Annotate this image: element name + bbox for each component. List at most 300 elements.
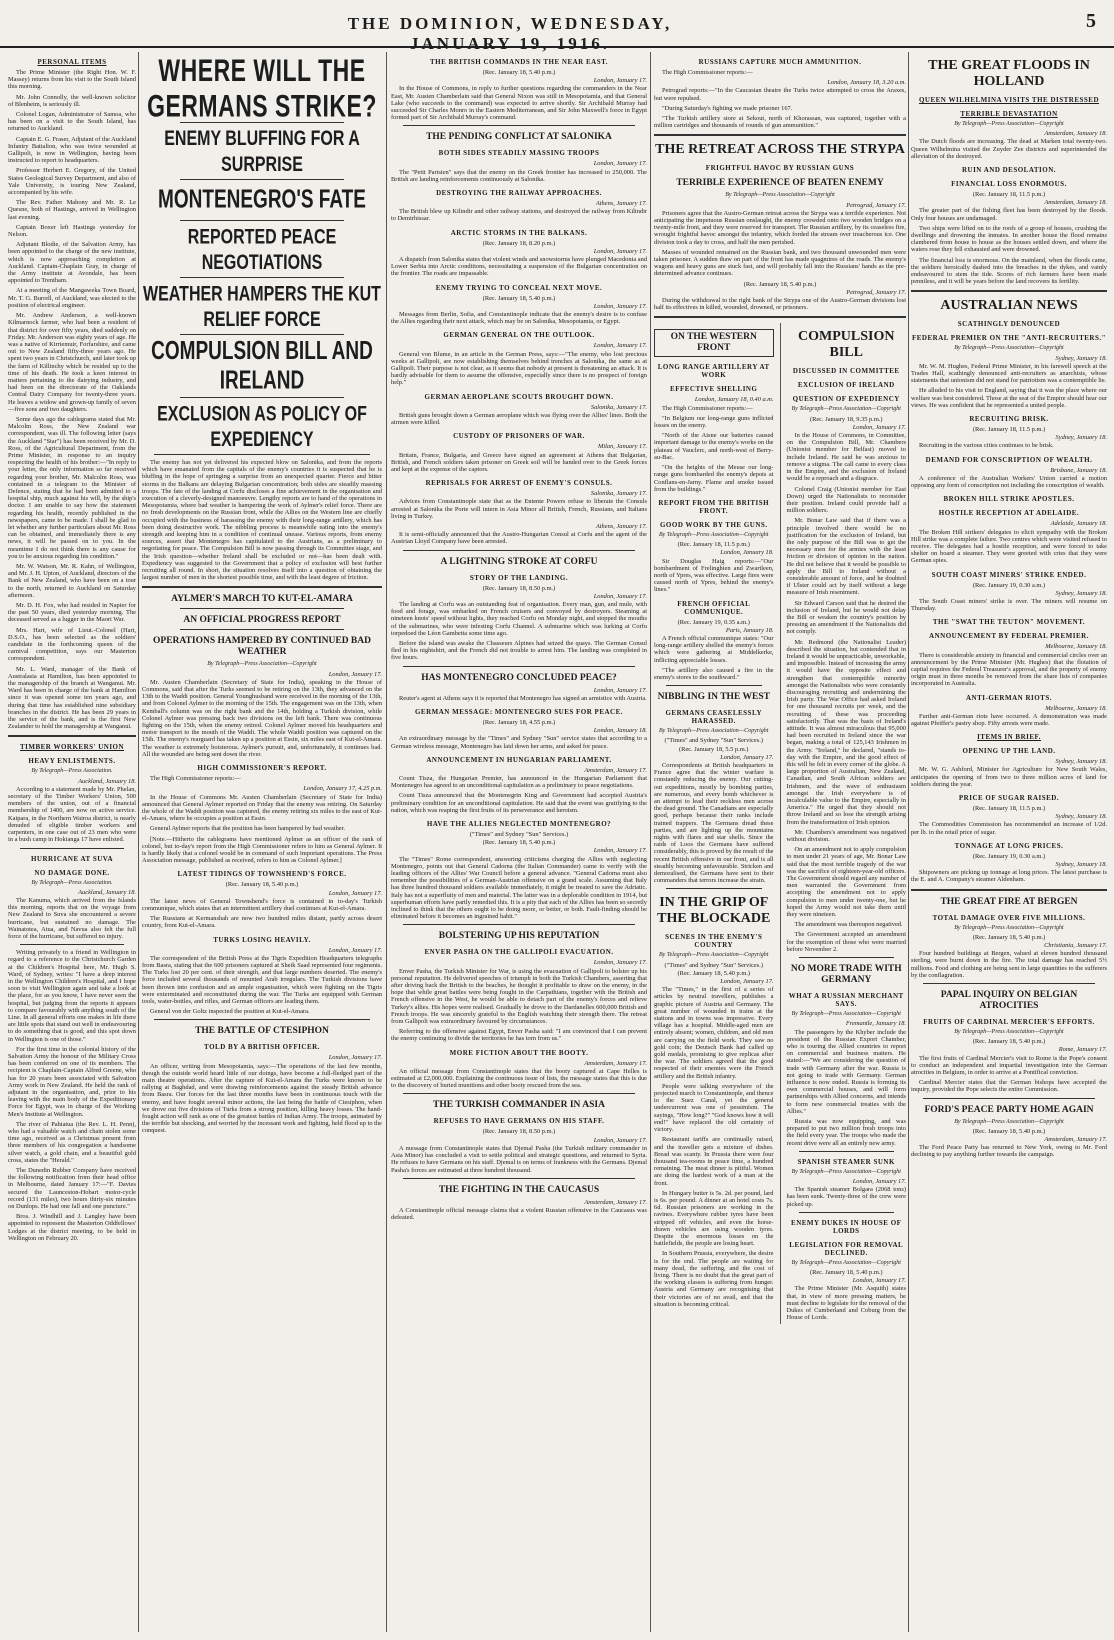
article-headline: ON THE WESTERN FRONT — [654, 329, 774, 357]
article-paragraph: "During Saturday's fighting we made prisoner 167. — [662, 104, 793, 112]
article-headline: DEMAND FOR CONSCRIPTION OF WEALTH. — [925, 455, 1093, 464]
article-headline: NIBBLING IN THE WEST — [657, 692, 770, 703]
article-paragraph: The Spanish steamer Bolgara (2068 tons) has been sunk. Twenty-three of the crew were picked up. — [786, 1186, 906, 1208]
article-paragraph: A message from Constantinople states that Djemal Pasha (the Turkish military commander in Asia Minor) has concluded a visit to settle political and strategic questions, and returned to Syria. He refuses to have Germans on his staff. Djemal is on terms of frankness with the Germans. Djemal Pasha's forces are estimated at three hundred thousand. — [391, 1144, 647, 1174]
column-rule — [650, 52, 651, 1632]
article-paragraph: Writing privately to a friend in Wellington in regard to a reference to the Christchurch Garden at the Children's Hospital here, Mr. Hugh S. Ward, of Sydney, writes: "I have a deep interest in the Wellington Children's Hospital, and I hope soon to visit Wellington again and take a look at the place, for as you know, I have never seen the hospital, but judging from the reports it appears to compare favourably with anything south of the Line. In all general efforts one makes in life there are little spots that stand out well in endeavouring to do something that is good, and this spot down in Wellington is one of those." — [8, 949, 136, 1043]
credit-line: By Telegraph—Press Association. — [31, 879, 113, 886]
article-paragraph: General Aylmer reports that the position has been hampered by bad weather. — [150, 825, 345, 833]
dateline: London, January 17. — [852, 1277, 906, 1285]
article-headline: A LIGHTNING STROKE AT CORFU — [440, 556, 598, 567]
divider — [923, 1098, 1095, 1099]
article-paragraph: The Prime Minister (Mr. Asquith) states that, in view of more pressing matters, he must decline to legislate for the removal of the Dukes of Cumberland and Coburg from the House of Lords. — [786, 1285, 906, 1322]
article-paragraph: "North of the Aisne our batteries caused important damage to the enemy's works on the plateau of Vauclerc, and north-west of Berry-au-Bac. — [654, 432, 774, 461]
article-paragraph: Some days ago the cablegrams stated that Mr. Malcolm Ross, the New Zealand war correspondent, was ill. The following letter (says the Auckland "Star") has been received by Mr. D. Ross, of the Agricultural Department, from the Prime Minister, in response to an inquiry respecting the health of his brother:—"In reply to your letter, the only information so far received regarding your brother, Mr. Malcolm Ross, was contained in a telegram to the Minister of Defence, stating that he had been admitted to a hospital ship, much against his will, by the ship's doctor. I am unable to say how the statement regarding his health, recently published in the newspapers, came to be made. I shall be glad to let whether any further particulars about Mr. Ross can be obtained, and immediately there is any news, it will be passed on to you. In the meantime I do not think there is any cause for you to be anxious regarding his condition." — [8, 415, 136, 560]
page-number: 5 — [1086, 10, 1096, 32]
received-line: (Rec. January 18, 8.50 p.m.) — [482, 1128, 556, 1136]
dateline: Auckland, January 18. — [78, 777, 136, 785]
column-near-east — [391, 52, 647, 1632]
article-subheadline: SCATHINGLY DENOUNCED — [957, 320, 1061, 329]
dateline: Athens, January 17. — [595, 522, 647, 530]
dateline: London, January 17. — [328, 946, 382, 954]
divider — [8, 735, 136, 737]
article-headline: THE BRITISH COMMANDS IN THE NEAR EAST. — [429, 58, 609, 66]
article-subheadline: NO DAMAGE DONE. — [34, 868, 110, 877]
article-paragraph: A conference of the Australian Workers' Union carried a motion opposing any form of conscription not including the conscription of wealth. — [911, 474, 1107, 490]
article-paragraph: Mr. W. Watson, Mr. R. Kahn, of Wellington, and Mr. J. H. Upton, of Auckland, directors of the Bank of New Zealand, who have been on a tour to the north, returned to Auckland on Saturday afternoon. — [8, 563, 136, 599]
article-subheadline: TOLD BY A BRITISH OFFICER. — [204, 1043, 320, 1052]
article-paragraph: For the first time in the colonial history of the Salvation Army the honour of the Military Cross has been conferred on one of its members. The recipient is Chaplain-Captain Alfred Greene, who has for 20 years been associated with Salvation Army work in New Zealand. He held the rank of adjutant in the organisation, and, prior to his leaving with the main body of the Expeditionary Force for Egypt, was in charge of the Working Men's Institute at Wellington. — [8, 1045, 136, 1118]
article-headline: SOUTH COAST MINERS' STRIKE ENDED. — [931, 570, 1087, 579]
dateline: London, January 17. — [593, 342, 647, 350]
article-headline: HAVE THE ALLIES NEGLECTED MONTENEGRO? — [426, 820, 612, 828]
article-headline: GERMAN AEROPLANE SCOUTS BROUGHT DOWN. — [424, 392, 614, 401]
article-headline: HAS MONTENEGRO CONCLUDED PEACE? — [421, 672, 617, 683]
dateline: London, January 17. — [328, 670, 382, 678]
article-paragraph: Mr. John Connolly, the well-known solicitor of Blenheim, is seriously ill. — [8, 93, 136, 108]
article-subheadline: DISCUSSED IN COMMITTEE — [792, 367, 900, 376]
article-headline: DESTROYING THE RAILWAY APPROACHES. — [436, 189, 602, 198]
article-paragraph: Mrs. Hart, wife of Lieut.-Colonel (Hart, D.S.O., has been selected as the soldiers' candidate in the forthcoming queen of the carnival competition, says our Masterton correspondent. — [8, 626, 136, 663]
credit-line: By Telegraph—Press Association—Copyright — [954, 924, 1064, 931]
article-paragraph: Referring to the offensive against Egypt, Enver Pasha said: "I am convinced that I can prevent the enemy continuing to divide the territories he has torn from us." — [391, 1028, 647, 1043]
article-headline: RUSSIANS CAPTURE MUCH AMMUNITION. — [698, 58, 862, 66]
received-line: (Rec. January 18, 5.40 p.m.) — [743, 280, 817, 288]
received-line: (Rec. January 18, 11.5 p.m.) — [972, 426, 1046, 434]
article-paragraph: Further anti-German riots have occurred. A demonstration was made against Pfeiffer's pastry shop. Fifty arrests were made. — [911, 712, 1107, 727]
credit-line: By Telegraph—Press Association—Copyright — [207, 661, 317, 668]
dateline: London, January 17. — [593, 302, 647, 310]
received-line: (Rec. January 18, 4.55 p.m.) — [482, 718, 556, 726]
article-headline: ARCTIC STORMS IN THE BALKANS. — [450, 228, 588, 237]
divider — [799, 1212, 895, 1213]
divider — [799, 957, 895, 958]
divider — [20, 944, 124, 945]
article-subheadline: FRUITS OF CARDINAL MERCIER'S EFFORTS. — [923, 1018, 1095, 1027]
received-line: (Rec. January 18, 5.40 p.m.) — [482, 839, 556, 847]
article-paragraph: The High Commissioner reports:— — [662, 69, 753, 76]
dateline: London, January 17. — [852, 423, 906, 431]
article-paragraph: General von der Goltz inspected the position at Kut-el-Amara. — [150, 1008, 310, 1016]
article-paragraph: Mr. Bonar Law said that if there was a principle involved there would be no justification for the exclusion of Ireland, but the only purpose of the Bill was to get the necessary men for the armies with the least friction or division of opinion in the nation. He did not believe that it would be possible to apply the Bill to Ireland without a considerable amount of force, and he doubted if Ulster could act by itself without a large measure of Irish resentment. — [786, 517, 906, 597]
dateline: Amsterdam, January 18. — [1044, 130, 1107, 138]
dateline: Auckland, January 18. — [78, 888, 136, 896]
article-subheadline: TERRIBLE EXPERIENCE OF BEATEN ENEMY — [676, 178, 884, 189]
subcolumn-western-front — [654, 323, 774, 1324]
article-paragraph: People were talking everywhere of the projected march to Constantinople, and thence to the Suez Canal, yet the general undercurrent was one of pessimism. The sayings, "How long?" "God knows how it will end!" have replaced the old certainty of victory. — [654, 1082, 774, 1134]
article-headline: FORD'S PEACE PARTY HOME AGAIN — [924, 1104, 1094, 1115]
article-headline: TURKS LOSING HEAVILY. — [213, 935, 311, 944]
divider — [180, 608, 344, 609]
article-paragraph: Captain Boxer left Hastings yesterday for Nelson. — [8, 223, 136, 239]
article-headline: PERSONAL ITEMS — [37, 58, 107, 66]
column-rule — [138, 52, 139, 1632]
received-line: (Rec. January 19, 0.30 a.m.) — [972, 581, 1046, 589]
article-paragraph: The passengers by the Khyber include the president of the Russian Export Chamber, who is touring the Allied countries to report on commercial and business matters. He stated:—"We are considering the question of trade with Germany after the war. Russia is not going to trade with Germany. German influence is now ended. Russia is forming its own commercial houses, and will form partnerships with Allied concerns, and intends to form new commercial treaties with the Allies." — [786, 1028, 906, 1115]
article-subheadline: FINANCIAL LOSS ENORMOUS. — [951, 180, 1067, 189]
article-headline: THE "SWAT THE TEUTON" MOVEMENT. — [932, 618, 1086, 627]
article-headline: ANTI-GERMAN RIOTS. — [965, 693, 1052, 702]
article-paragraph: Bros. J. Windhill and J. Langley have been appointed to represent the Masterton Oddfellows' Lodges at the district meeting, to be held in Wellington on February 20. — [8, 1213, 136, 1242]
article-paragraph: [Note.—Hitherto the cablegrams have mentioned Aylmer as an officer of the rank of colonel, but to-day's report from the High Commissioner refers to him as General Aylmer. It is hardly likely that a colonel would be in command of such important operations. The Press Association message, published as received, refers to him as Colonel Aylmer.] — [142, 835, 382, 865]
article-headline: ANNOUNCEMENT IN HUNGARIAN PARLIAMENT. — [426, 755, 612, 764]
article-paragraph: Restaurant tariffs are continually raised, and the traveller gets a mixture of dishes. Bread was scanty. In Prussia there were four thousand tea-rooms in peace time, a hundred remaining. The meat dinner is pitiful. Women are doing the hardest work of a man at the front. — [654, 1136, 774, 1187]
article-subheadline: ANNOUNCEMENT BY FEDERAL PREMIER. — [929, 632, 1089, 641]
article-paragraph: It is semi-officially announced that the Austro-Hungarian Consul at Corfu and the agent of the Austrian Lloyd Company have been arrested. — [391, 531, 647, 546]
credit-line: By Telegraph—Press Association—Copyright — [659, 952, 769, 959]
dateline: Paris, January 18. — [725, 626, 774, 634]
article-headline: COMPULSION BILL — [798, 329, 895, 361]
article-paragraph: Colonel Craig (Unionist member for East Down) urged the Nationalists to reconsider their position. Ireland could provide half a million soldiers. — [786, 485, 906, 515]
article-headline: REPRISALS FOR ARREST OF ENEMY'S CONSULS. — [425, 479, 613, 488]
divider — [799, 1151, 895, 1152]
article-paragraph: Russia was now equipping, and was prepared to put two million fresh troops into the field every year. The troops who made the recent drive were all an entirely new army. — [786, 1117, 906, 1147]
article-paragraph: A Constantinople official message claims that a violent Russian offensive in the Caucasus was defeated. — [391, 1206, 647, 1222]
divider — [180, 277, 344, 278]
column-rule — [908, 52, 909, 1632]
received-line: (Rec. January 18, 5.40 p.m.) — [225, 881, 299, 889]
article-paragraph: In Hungary butter is 5s. 2d. per pound, lard is 6s. per pound. A dinner at an hotel costs 7s. 6d. Russian prisoners are working in the ravines. Everywhere rubber tyres have been stripped off vehicles, and even the horse-drawn vehicles are using wooden tyres. Despite the enormous losses on the battlefields, the people are losing heart. — [654, 1189, 774, 1248]
article-headline: THE RETREAT ACROSS THE STRYPA — [655, 142, 905, 158]
article-paragraph: Petrograd reports:—"In the Caucasian theatre the Turks twice attempted to cross the Araxes, but were repulsed. — [654, 87, 906, 102]
divider — [403, 1093, 635, 1094]
article-subheadline: OPENING UP THE LAND. — [962, 747, 1056, 756]
divider — [180, 629, 344, 630]
dateline: London, January 17. — [593, 686, 647, 694]
article-paragraph: Masses of wounded remained on the Russian bank, and two thousand unwounded men were taken prisoner. A sudden thaw on part of the front has made quagmires of the roads. The enemy's wagons and heavy guns are stuck fast, and will probably fall into the Russians' hands as the pre-determined advance continues. — [654, 248, 906, 278]
article-subheadline: LONG RANGE ARTILLERY AT WORK — [657, 363, 770, 380]
received-line: (Rec. January 18, 11.5 p.m.) — [972, 804, 1046, 812]
split-columns — [654, 323, 906, 1324]
article-paragraph: Enver Pasha, the Turkish Minister for War, is using the evacuation of Gallipoli to bolster up his personal reputation. He delivered speeches of triumph in both the Turkish Chambers, asserting that after driving back the British to the beaches, he thought it profitable to draw on the enemy, in the hope that while great battles were being fought in the Carpathians, together with the British and French offensive in the West, he would be able to detach part of the enemy's forces and relieve Turkey's allies. His hopes were realised. Gradually he drove to the Dardanelles 600,000 British and French troops. He was sincerely grateful to the English watching their strength there. The retreat from Gallipoli was extraordinary favoured by circumstances. — [391, 967, 647, 1026]
article-subheadline: HOSTILE RECEPTION AT ADELAIDE. — [938, 509, 1080, 518]
article-headline: HURRICANE AT SUVA — [30, 854, 114, 863]
column-rule — [780, 323, 781, 1324]
article-paragraph: Mr. Redmond (the Nationalist Leader) described the situation, but contended that in Ireland it would be unpracticable, unworkable, and impossible. Instead of increasing the army it would have the opposite effect and strengthen that contemptible minority amongst the Nationalists who were constantly discouraging recruiting and undermining the Irish party. The War Office had asked Ireland for one thousand recruits per week, and the recruiting of these was proceeding satisfactorily. That was the basis of Ireland's attitude. It was almost miraculous that 95,000 had been recruited in Ireland since the war began, making a total of 125,143 Irishmen in the Army. "Ireland," he declared, "stands to-day with the Empire, and the good effect of this will be felt in every corner of the globe. A large proportion of Australian, New Zealand, Canadian, and South African soldiers are Irishmen, and the wave of enthusiasm amongst the Irish everywhere is of incalculable value to the Empire, especially in America." He urged that they should not throw Ireland and so lose the strength arising from the transformation of Irish opinion. — [786, 638, 906, 826]
article-headline: COMPULSION BILL AND IRELAND — [151, 337, 373, 396]
article-subheadline: EFFECTIVE SHELLING — [670, 385, 758, 394]
article-headline: REPORT FROM THE BRITISH FRONT. — [658, 498, 770, 515]
article-paragraph: The amendment was thereupon negatived. — [794, 921, 903, 929]
article-paragraph: Cardinal Mercier states that the German bishops have accepted the inquiry, provided the Pope selects the entire Commission. — [911, 1079, 1107, 1094]
article-paragraph: The Kanuma, which arrived from the Islands this morning, reports that on the voyage from New Zealand to Suva she encountered a severe hurricane, but sustained no damage. The Wainatotea, Atua, and Navua also felt the full force of the hurricane, but suffered no injury. — [8, 896, 136, 940]
dateline: Sydney, January 18. — [1055, 860, 1107, 868]
dateline: Sydney, January 18. — [1055, 758, 1107, 766]
dateline: London, January 17. — [593, 77, 647, 85]
article-paragraph: On an amendment not to apply compulsion to men under 21 years of age, Mr. Bonar Law said that the most terrible tragedy of the war was the sacrifice of eighteen-year-old officers. The Government should regard any number of men warranted the Government from accepting the amendment not to apply compulsion to men under twenty-one, but he hoped the Army would not take them until they were nineteen. — [786, 846, 906, 919]
divider — [911, 889, 1107, 891]
received-line: (Rec. January 18, 5.40 p.m.) — [482, 294, 556, 302]
article-paragraph: "The Turkish artillery store at Sekout, north of Khorassan, was captured, together with a million cartridges and thousands of rounds of gun ammunition." — [654, 115, 906, 130]
dateline: Sydney, January 18. — [1055, 589, 1107, 597]
main-headline: WHERE WILL THE GERMANS STRIKE? — [147, 52, 377, 124]
article-paragraph: Reuter's agent at Athens says it is reported that Montenegro has signed an armistice with Austria. — [399, 694, 647, 702]
article-headline: FRENCH OFFICIAL COMMUNIQUE. — [677, 599, 751, 616]
received-line: (Rec. January 18, 11.5 p.m.) — [677, 541, 750, 549]
article-headline: HIGH COMMISSIONER'S REPORT. — [197, 764, 327, 773]
article-paragraph: Advices from Constantinople state that as the Entente Powers refuse to liberate the Consuls arrested at Salonika the Porte will intern in Asia Minor all British, French, Russians, and Italians living in Turkey. — [391, 498, 647, 520]
article-paragraph: Count Tisza, the Hungarian Premier, has announced in the Hungarian Parliament that Montenegro has agreed to an unconditional capitulation as a preliminary to peace negotiations. — [391, 774, 647, 790]
masthead — [0, 0, 1114, 53]
article-headline: BROKEN HILL STRIKE APOSTLES. — [943, 495, 1075, 504]
dateline: Petrograd, January 17. — [846, 288, 906, 296]
article-paragraph: An officer, writing from Mesopotamia, says:—The operations of the last few months, though the outside world heard little of our doings, have become a full-fledged part of the main theatre operations. After the capture of Kut-el-Amara the Turks were known to be rallying at Baghdad, and were drawing reinforcements against the steady British advance from Basra. Our forces for the last three months have been in continuous touch with the enemy, and have fought several minor actions, the last being the battle of Ctesiphon, when we drove out five divisions of Turks from a strong position, killing heavy losses. The hand-fought action will rank as one of the greatest battles of Indian Army. The troops, animated by the terrible but shocking, and worried by the incessant work and fighting, held flood up to the conquest. — [142, 1062, 382, 1135]
article-paragraph: General von Blume, in an article in the German Press, says:—"The enemy, who lost precious weeks at Gallipoli, are now establishing themselves behind trenches at Salonika, the same as at Gallipoli. Their purpose is not clear, as it seems that nobody at present is threatening an attack. It is hardly advisable for them to assume the offensive, especially since there is no prospect of foreign help." — [391, 350, 647, 387]
received-line: (Rec. January 18, 9.35 p.m.) — [809, 415, 883, 423]
dateline: London, January 17, 4.25 p.m. — [303, 785, 382, 793]
received-line: (Rec. January 18, 5.5 p.m.) — [679, 745, 749, 753]
credit-line: By Telegraph—Press Association—Copyright — [659, 728, 769, 735]
article-paragraph: The Broken Hill strikers' delegates to elicit sympathy with the Broken Hill strike was a complete failure. Two centres which were visited refused to receive. The delegates had a hostile reception, and were forced to take shelter on board a steamer. They were greeted with cries that they were German spies. — [911, 528, 1107, 565]
dateline: Amsterdam, January 18. — [1044, 199, 1107, 207]
article-paragraph: In the House of Commons, in Committee, on the Compulsion Bill, Mr. Chambers (Unionist member for Belfast) moved to include Ireland. He said he was anxious to remove a stigma. The call came to every class in the Empire, and the exclusion of Ireland would be a reproach and a disgrace. — [786, 432, 906, 483]
divider — [911, 290, 1107, 292]
article-paragraph: In Southern Prussia, everywhere, the desire is for the end. The people are waiting for many dead, the suffering, and the cost of living. There is no doubt that the great part of the working classes is suffering from hunger. Austria and Germany are recognising that their victories are of no avail, and that the situation is becoming critical. — [654, 1250, 774, 1308]
article-paragraph: Shipowners are picking up tonnage at long prices. The latest purchase is the E. and A. Company's steamer Aldenham. — [911, 869, 1107, 884]
article-subheadline: LEGISLATION FOR REMOVAL DECLINED. — [789, 1240, 904, 1257]
column-personal-items — [8, 52, 136, 1632]
lead-paragraph: The enemy has not yet delivered his expected blow on Salonika, and from the reports which have emanated from the capitals of the enemy's countries it is suspected that he is bluffing in the hope of springing a surprise from an unexpected quarter. Fierce and bitter storms in the Balkans are delaying Bulgarian concentration; both sides are steadily massing troops. The fate of the landing at Corfu discloses a fine achievement in the organisation and execution of a cleverly-designed manoeuvre. Lengthy reports are to hand of the operations in Mesopotamia, where bad weather is hampering the work of Aylmer's relief force. There are no fresh developments on the Russian front, while the Allies on the Western line are chiefly occupied with the business of harassing the enemy with their long-range artillery, which has been doing destructive work. The nibbling process is meanwhile eating into the enemy's strength and keeping him in a condition of continual unease. Various reports, from enemy sources, assert that Montenegro has capitulated to the Austrians, as a preliminary to negotiating for peace. The Compulsion Bill is now passing through its Committee stage, and the Irish question—whether Ireland shall be excluded or not—has been dealt with. Expediency was suggested to the Government that a policy of exclusion will best further recruiting all round. In short, the situation resolves itself into a question of obtaining the largest number of men in the shortest possible time, and with the least degree of friction. — [142, 459, 382, 582]
article-subheadline: OPERATIONS HAMPERED BY CONTINUED BAD WEATHER — [153, 636, 371, 658]
article-subheadline: BOTH SIDES STEADILY MASSING TROOPS — [438, 149, 600, 158]
dateline: London, January 17. — [593, 959, 647, 967]
article-paragraph: According to a statement made by Mr. Phelan, secretary of the Timber Workers' Union, 500 members of the union, out of a financial membership of 1400, are now on active service. Kaipara, in the Northern Wairoa district, is nearly denuded of eligible timber workers and carpenters, in one case out of 23 men who were in a bush camp in Hokianga 17 have enlisted. — [8, 785, 136, 844]
divider — [20, 848, 124, 849]
column-war-summary — [142, 52, 382, 1632]
divider — [180, 220, 344, 221]
dateline: Sydney, January 18. — [1055, 434, 1107, 442]
article-headline: GERMAN MESSAGE: MONTENEGRO SUES FOR PEACE. — [414, 707, 624, 716]
article-subheadline: GERMANS CEASELESSLY HARASSED. — [665, 709, 763, 726]
dateline: Rome, January 17. — [1058, 1046, 1107, 1054]
article-paragraph: The "Times" Rome correspondent, answering criticisms charging the Allies with neglecting Montenegro, points out that General Cadorna (the Italian Commander) came to verify with the leading officers of the Allies' War Council before a general advance. "General Cadorna must also remember the possibilities of a German-Austrian offensive on a grand scale. Assuming that Italy has three hundred thousand soldiers available immediately, it might be treated to save the Adriatic. Italy has not a superfluity of men and material. The latter was in a deplorable condition in 1914, but superhuman efforts have partly remedied this. It is a pity that each of the Allies has been so secretly inclined to think that the others ought to be doing more, or better, or both. Fault-finding should be eliminated before it becomes an ingrained habit." — [391, 855, 647, 921]
article-headline: AUSTRALIAN NEWS — [940, 298, 1078, 314]
dateline: London, January 17. — [852, 1177, 906, 1185]
dateline: Sydney, January 18. — [1055, 354, 1107, 362]
article-subheadline: QUEEN WILHELMINA VISITS THE DISTRESSED — [918, 96, 1100, 104]
article-paragraph: The "Petit Parisien" says that the enemy on the Greek frontier has increased to 250,000. The British are landing reinforcements continuously at Salonika. — [391, 168, 647, 183]
dateline: London, January 17. — [720, 978, 774, 986]
credit-line: By Telegraph—Press Association—Copyright — [954, 345, 1064, 352]
credit-line: By Telegraph—Press Association—Copyright — [954, 1118, 1064, 1125]
newspaper-masthead-title: THE DOMINION, WEDNESDAY, JANUARY 19, 1916. — [347, 14, 673, 53]
article-headline: WEATHER HAMPERS THE KUT RELIEF FORCE — [143, 282, 381, 332]
article-paragraph: Prisoners agree that the Austro-German retreat across the Strypa was a terrible experience. Not anticipating the impetuous Russian onslaught, the enemy crowded onto two wooden bridges on a twenty-mile front, and they were reserved for transport. The Russian artillery, by its ceaseless fire, wrought frightful havoc amongst the infantry, which forded the stream over treacherous ice. One division took a day to cross, and half the men perished. — [654, 209, 906, 246]
article-paragraph: Mr. Chambers's amendment was negatived without division. — [786, 828, 906, 844]
article-subheadline: AN OFFICIAL PROGRESS REPORT — [183, 615, 341, 626]
received-line: (Rec. January 18, 5.40 p.m.) — [972, 1038, 1046, 1046]
received-line: ("Times" and Sydney "Sun" Services.) — [664, 737, 763, 745]
article-subheadline: ENVER PASHA ON THE GALLIPOLI EVACUATION. — [424, 948, 614, 957]
article-paragraph: An official message from Constantinople states that the booty captured at Cape Helles is estimated at £2,000,000. Explaining the continuous issue of lists, the message states that this is due to the discovery of buried munitions and other booty rescued from the sea. — [391, 1067, 647, 1090]
article-subheadline: HEAVY ENLISTMENTS. — [28, 757, 116, 766]
credit-line: By Telegraph—Press Association. — [31, 768, 113, 775]
article-paragraph: Two ships were lifted on to the roofs of a group of houses, crushing the dwellings and drowning the inmates. In another house the flood remains clambered from house to house as the houses settled down, and where the waters rose they fell exhausted and were drowned. — [911, 224, 1107, 254]
article-paragraph: At a meeting of the Mangaweka Town Board, Mr. T. G. Burrell, of Auckland, was elected to the position of electrical engineer. — [8, 287, 136, 309]
credit-line: By Telegraph—Press Association—Copyright — [954, 1029, 1064, 1036]
dateline: London, January 17. — [720, 753, 774, 761]
article-paragraph: The first fruits of Cardinal Mercier's visit to Rome is the Pope's consent to conduct an independent and impartial investigation into the German atrocities in Belgium, in order to arrive at a Pontifical conviction. — [911, 1054, 1107, 1077]
article-subheadline: STORY OF THE LANDING. — [469, 573, 569, 582]
article-headline: BOLSTERING UP HIS REPUTATION — [438, 931, 600, 942]
dateline: Salonika, January 17. — [590, 403, 647, 411]
article-headline: THE GREAT FIRE AT BERGEN — [940, 896, 1078, 907]
article-paragraph: Professor Herbert E. Gregory, of the United States Geological Survey Department, and also of Yale University, is touring New Zealand, accompanied by his wife. — [8, 167, 136, 197]
article-paragraph: The British blew up Kilindir and other railway stations, and destroyed the railway from Kilindir to Demirhissar. — [391, 208, 647, 223]
column-russian-front — [654, 52, 906, 1632]
article-paragraph: There is considerable anxiety in financial and commercial circles over an announcement by the Prime Minister (Mr. Hughes) that the flotation of capital requires the Federal Treasurer's approval, and the property of enemy origin must in three months be removed from the share lists of companies incorporated in Australia. — [911, 651, 1107, 688]
received-line: ("Times" and Sydney "Sun" Services.) — [664, 961, 763, 969]
article-headline: CUSTODY OF PRISONERS OF WAR. — [453, 432, 585, 441]
article-paragraph: "On the heights of the Meuse our long-range guns bombarded the enemy's depots at Conflans-en-Jarny. Flame and smoke issued from the buildings." — [654, 464, 774, 493]
dateline: Melbourne, January 18. — [1045, 704, 1107, 712]
article-paragraph: The landing at Corfu was an outstanding feat of organisation. Every man, gun, and mule, with food and forage, was embarked on French cruisers and convoyed by destroyers. Steaming at nineteen knots' speed without lights, they reached Corfu on Monday night, and stopped the mouths of the submarines, who were infesting Corfu Channel. A submarine which was lurking at Corfu torpedoed the Léon Gambetta some time ago. — [391, 600, 647, 637]
article-paragraph: The South Coast miners' strike is over. The miners will resume on Thursday. — [911, 597, 1107, 613]
dateline: Sydney, January 18. — [1055, 813, 1107, 821]
dateline: Melbourne, January 18. — [1045, 643, 1107, 651]
dateline: Milan, January 17. — [598, 443, 647, 451]
article-subheadline: FRIGHTFUL HAVOC BY RUSSIAN GUNS — [705, 164, 855, 173]
received-line: (Rec. January 19, 0.30 a.m.) — [972, 852, 1046, 860]
article-subheadline: QUESTION OF EXPEDIENCY — [792, 395, 900, 404]
article-headline: ENEMY BLUFFING FOR A SURPRISE — [164, 127, 360, 177]
article-paragraph: The Dunedin Rubber Company have received the following notification from their head office in Melbourne, dated January 17:—"F. Davies secured the Launceston-Hobart motor-cycle record (131 miles), two hours thirty-six minutes on Dunlops. He had one fall and one puncture." — [8, 1167, 136, 1211]
article-paragraph: Adjutant Blodie, of the Salvation Army, has been appointed to the charge of the new institute, which is now approaching completion at Auckland. Captain-Chaplain Gray, in charge of the Army institute at Avondale, has been appointed to Trentham. — [8, 241, 136, 285]
article-headline: ENEMY TRYING TO CONCEAL NEXT MOVE. — [435, 283, 603, 292]
article-paragraph: "In Belgium our long-range guns inflicted losses on the enemy. — [654, 414, 774, 430]
article-subheadline: TOTAL DAMAGE OVER FIVE MILLIONS. — [932, 913, 1086, 922]
article-headline: NO MORE TRADE WITH GERMANY — [790, 964, 902, 986]
article-paragraph: The High Commissioner reports:— — [662, 404, 753, 412]
credit-line: By Telegraph—Press Association—Copyright — [791, 1168, 901, 1175]
credit-line: By Telegraph—Press Association—Copyright — [725, 192, 835, 199]
article-paragraph: Recruiting in the various cities continues to be brisk. — [919, 442, 1054, 450]
article-headline: TONNAGE AT LONG PRICES. — [954, 841, 1064, 850]
article-paragraph: The financial loss is enormous. On the mainland, when the floods came, the soldiers heroically dashed into the breaches in the dykes, and vainly endeavoured to stem the tide. Scores of rich farmers have been made penniless, and it will be years before the land recovers its fertility. — [911, 256, 1107, 286]
article-paragraph: A French official communique states: "Our long-range artillery shelled the enemy's forces which were gathering at Middelkerke, inflicting appreciable losses. — [654, 634, 774, 664]
received-line: ("Times" and Sydney "Sun" Services.) — [469, 831, 569, 838]
article-paragraph: Correspondents at British headquarters in France agree that the winter warfare is constantly reducing the enemy. Our cutting-out expeditions, mostly by bombing parties, are numerous, and every bomb whichever is an attempt to lead their reckless men across the dead ground. The Canadians are especially good, perhaps because their ranks include trained trappers. The Germans dread these parties, and are lighting up the mountains nights with flares and star shells. Since the raids of Loos the Germans have suffered considerably, this is proved by the result of the recent British offensive in our front, and is all steadily becoming unfavourable. Stricken and demoralised, the Germans have sent to their commanders that terrors increase the strain. — [654, 761, 774, 885]
article-subheadline: FEDERAL PREMIER ON THE "ANTI-RECRUITERS." — [911, 334, 1107, 343]
article-headline: GERMAN GENERAL ON THE OUTLOOK. — [443, 331, 595, 340]
article-paragraph: A dispatch from Salonika states that violent winds and snowstorms have plunged Macedonia and Lower Serbia into Arctic conditions, necessitating a suspension of the Bulgarian concentration on the frontier. The roads are impassable. — [391, 256, 647, 278]
credit-line: By Telegraph—Press Association—Copyright — [954, 121, 1064, 127]
article-headline: ITEMS IN BRIEF. — [977, 733, 1041, 742]
dateline: Amsterdam, January 17. — [584, 1059, 647, 1067]
article-paragraph: The Commodities Commission has recommended an increase of 1/2d. per lb. in the retail price of sugar. — [911, 821, 1107, 836]
received-line: (Rec. January 18, 5.40 p.m.) — [809, 1268, 883, 1276]
article-paragraph: In the House of Commons Mr. Austen Chamberlain (Secretary of State for India) announced that General Aylmer reported on Friday that the enemy was retiring. On Saturday the whole of the Waddi position was captured, the enemy retiring six miles to the east of Kut-el-Amara, where he occupies a position at Essin. — [142, 793, 382, 823]
credit-line: By Telegraph—Press Association—Copyright — [791, 1011, 901, 1018]
divider — [154, 454, 370, 455]
divider — [403, 666, 635, 667]
credit-line: By Telegraph—Press Association—Copyright — [791, 1259, 901, 1266]
article-headline: EXCLUSION AS POLICY OF EXPEDIENCY — [157, 402, 367, 452]
received-line: (Rec. January 18, 5.40 p.m.) — [972, 933, 1046, 941]
article-headline: THE FIGHTING IN THE CAUCASUS — [438, 1184, 600, 1195]
article-paragraph: Sir Douglas Haig reports:—"Our bombardment of Frelinghien and Zwartleen, north of Ypres, was effective. Large fires were caused north of Ypres, behind the enemy's lines." — [654, 557, 774, 594]
divider — [654, 316, 906, 318]
dateline: Fremantle, January 18. — [845, 1020, 906, 1028]
article-paragraph: Colonel Logan, Administrator of Samoa, who has been on a visit to the South Island, has returned to Auckland. — [8, 111, 136, 133]
received-line: (Rec. January 18, 11.5 p.m.) — [972, 191, 1046, 199]
divider — [154, 1019, 370, 1020]
dateline: Petrograd, January 17. — [846, 201, 906, 209]
dateline: Christiania, January 17. — [1044, 942, 1107, 949]
article-headline: TIMBER WORKERS' UNION — [19, 743, 125, 752]
divider — [666, 888, 762, 889]
article-paragraph: Count Tisza announced that the Montenegrin King and Government had accepted Austria's preliminary condition for an unconditional capitulation. He said that the event was gratifying to the nation, which was reaping the first fruits of its perseverance and heroism. — [391, 792, 647, 814]
article-paragraph: Mr. W. M. Hughes, Federal Prime Minister, in his farewell speech at the Trades Hall, scathingly denounced anti-recruiters as anarchists, whose statements that unionism did not stand for patriotism was a contemptible lie. — [911, 362, 1107, 385]
dateline: London, January 17. — [328, 889, 382, 897]
article-paragraph: In the House of Commons, in reply to further questions regarding the commanders in the Near East, Mr. Austen Chamberlain said that General Nixon was still in Mesopotamia, and that General Lake (who succeeds to the command) was expected to arrive shortly. Sir Archibald Murray had succeeded Sir Charles Monro in the Eastern Mediterranean, and Sir John Maxwell's force in Egypt formed part of Sir Archibald Murray's command. — [391, 85, 647, 122]
divider — [403, 1178, 635, 1179]
article-headline: THE GREAT FLOODS IN HOLLAND — [928, 58, 1090, 89]
dateline: Amsterdam, January 17. — [584, 766, 647, 774]
article-paragraph: British guns brought down a German aeroplane which was flying over the Allies' lines. Both the airmen were killed. — [391, 411, 647, 427]
article-paragraph: The greater part of the fishing fleet has been destroyed by the floods. Only four houses are undamaged. — [911, 207, 1107, 222]
dateline: Adelaide, January 18. — [1050, 520, 1107, 528]
article-paragraph: The Prime Minister (the Right Hon. W. F. Massey) returns from his visit to the South Island this morning. — [8, 69, 136, 91]
column-holland-australia — [911, 52, 1107, 1632]
article-paragraph: Mr. Austen Chamberlain (Secretary of State for India), speaking in the House of Commons, said that after the Turks seemed to be retiring on the 13th, they advanced on the 13th to the Waddi position. General Younghusband were received in the morning of the 13th, and from Colonel Aylmer to the morning of the 15th. The engagement was on the 13th, when Kemball's column was on the right bank and the 14th, holding a Turkish division, while Colonel Aylmer was pressing back two divisions on the left bank. There was continuous fighting on the 15th, when the enemy retired. Colonel Aylmer moved his headquarters and motor transport to the mouth of the Waddi. The whole Waddi position was captured on the 15th. The enemy's rearguard has taken up a position at Essin, six miles east of Kut-el-Amara. The weather is extremely boisterous. Aylmer's pursuit, and, unfortunately, it continues bad. All the wounded are being sent down the river. — [142, 678, 382, 758]
article-paragraph: The "Times," in the first of a series of articles by neutral travellers, publishes a graphic picture of Austria and Germany. The great number of wounded in trains at the stations and in towns was impressive. Every village has a hospital. Middle-aged men are entirely absent; women, children, and old men are carrying on the field work. They saw no gold coin; the Deutsch Bank had called up gold medals, promising to give replicas after the war. The soldiers agreed that the good respected of their enemies were the French artillery and the British infantry. — [654, 986, 774, 1080]
article-subheadline: SCENES IN THE ENEMY'S COUNTRY — [665, 933, 763, 950]
article-paragraph: The river of Pahiatua (the Rev. L. H. Penn), who had a valuable watch and chain stolen some time ago, received as a Christmas present from three members of his congregation a handsome silver watch, a gold chain, and a beautiful gold cross, states the "Herald." — [8, 1120, 136, 1164]
article-paragraph: The Dutch floods are increasing. The dead at Marken total twenty-two. Queen Wilhelmina visited the Zuyder Zee districts and superintended the alleviation of the destroyed. — [911, 138, 1107, 160]
dateline: London, January 17. — [593, 247, 647, 255]
article-subheadline: EXCLUSION OF IRELAND — [797, 381, 895, 390]
dateline: London, January 17. — [328, 1054, 382, 1062]
article-headline: REPORTED PEACE NEGOTIATIONS — [187, 225, 337, 275]
article-paragraph: Mr. L. Ward, manager of the Bank of Australasia at Hamilton, has been appointed to the managership of the branch at Wanganui. Mr. Ward has been in charge of the bank at Hamilton since it was opened some ten years ago, and during that time has established nine subsidiary branches in the district. He has been 29 years in the service of the bank, and is the first New Zealander to hold the managership at Wanganui. — [8, 665, 136, 731]
received-line: (Rec. January 18, 5.40 p.m.) — [972, 1127, 1046, 1135]
article-headline: PRICE OF SUGAR RAISED. — [958, 793, 1060, 802]
article-paragraph: Before the island was awake the Chasseurs Alpines had seized the quays. The German Consul fled in his nightshirt, and the French did not trouble to arrest him. The landing was completed in five hours. — [391, 639, 647, 662]
article-paragraph: The Rev. Father Mahony and Mr. R. Le Quesne, both of Hastings, arrived in Wellington last evening. — [8, 199, 136, 221]
received-line: (Rec. January 18, 5.40 p.m.) — [677, 969, 751, 977]
dateline: London, January 18. — [593, 727, 647, 735]
article-paragraph: Four hundred buildings at Bergen, valued at eleven hundred thousand sterling, were burnt down in the fire. The total damage has reached 5½ millions. Food and clothing are being sent in large quantities to the sufferers by the conflagration. — [911, 950, 1107, 979]
article-paragraph: The Ford Peace Party has returned to New York, owing to Mr. Ford declining to pay anything further towards the campaign. — [911, 1144, 1107, 1159]
article-paragraph: Messages from Berlin, Sofia, and Constantinople indicate that the enemy's desire is to confuse the Allies regarding their next attack, which may be on Salonika, Mesopotamia, or Egypt. — [391, 311, 647, 326]
article-headline: PAPAL INQUIRY ON BELGIAN ATROCITIES — [940, 990, 1078, 1012]
article-paragraph: The High Commissioner reports:— — [150, 775, 241, 783]
article-subheadline: GOOD WORK BY THE GUNS. — [659, 520, 768, 529]
divider — [180, 179, 344, 180]
dateline: London, January 17. — [593, 847, 647, 855]
article-paragraph: The Russians at Kermanshah are now two hundred miles distant, partly across desert country, from Kut-el-Amara. — [142, 915, 382, 930]
dateline: London, January 17. — [593, 592, 647, 600]
dateline: Brisbane, January 18. — [1050, 466, 1107, 474]
dateline: Salonika, January 17. — [590, 490, 647, 498]
article-paragraph: "The artillery also caused a fire in the enemy's stores to the southward." — [654, 666, 774, 681]
received-line: (Rec. January 18, 5.40 p.m.) — [482, 69, 556, 76]
article-headline: RUIN AND DESOLATION. — [961, 166, 1057, 175]
article-headline: MONTENEGRO'S FATE — [158, 186, 366, 215]
dateline: Amsterdam, January 17. — [1044, 1136, 1107, 1144]
credit-line: By Telegraph—Press Association—Copyright — [791, 406, 901, 413]
article-paragraph: Britain, France, Bulgaria, and Greece have signed an agreement at Athens that Bulgarian, British, and French soldiers taken prisoner on Greek soil will be handed over to the Greek forces and kept at the expense of the captors. — [391, 451, 647, 473]
article-headline: THE TURKISH COMMANDER IN ASIA — [433, 1100, 605, 1111]
article-headline: MORE FICTION ABOUT THE BOOTY. — [449, 1048, 589, 1057]
article-subheadline: TERRIBLE DEVASTATION — [960, 110, 1058, 118]
article-headline: THE PENDING CONFLICT AT SALONIKA — [426, 132, 612, 143]
divider — [403, 125, 635, 126]
divider — [180, 334, 344, 335]
article-headline: LATEST TIDINGS OF TOWNSHEND'S FORCE. — [177, 870, 347, 879]
article-paragraph: An extraordinary message by the "Times" and Sydney "Sun" service states that according to a German wireless message, Montenegro has laid down her arms, and asked for peace. — [391, 735, 647, 750]
